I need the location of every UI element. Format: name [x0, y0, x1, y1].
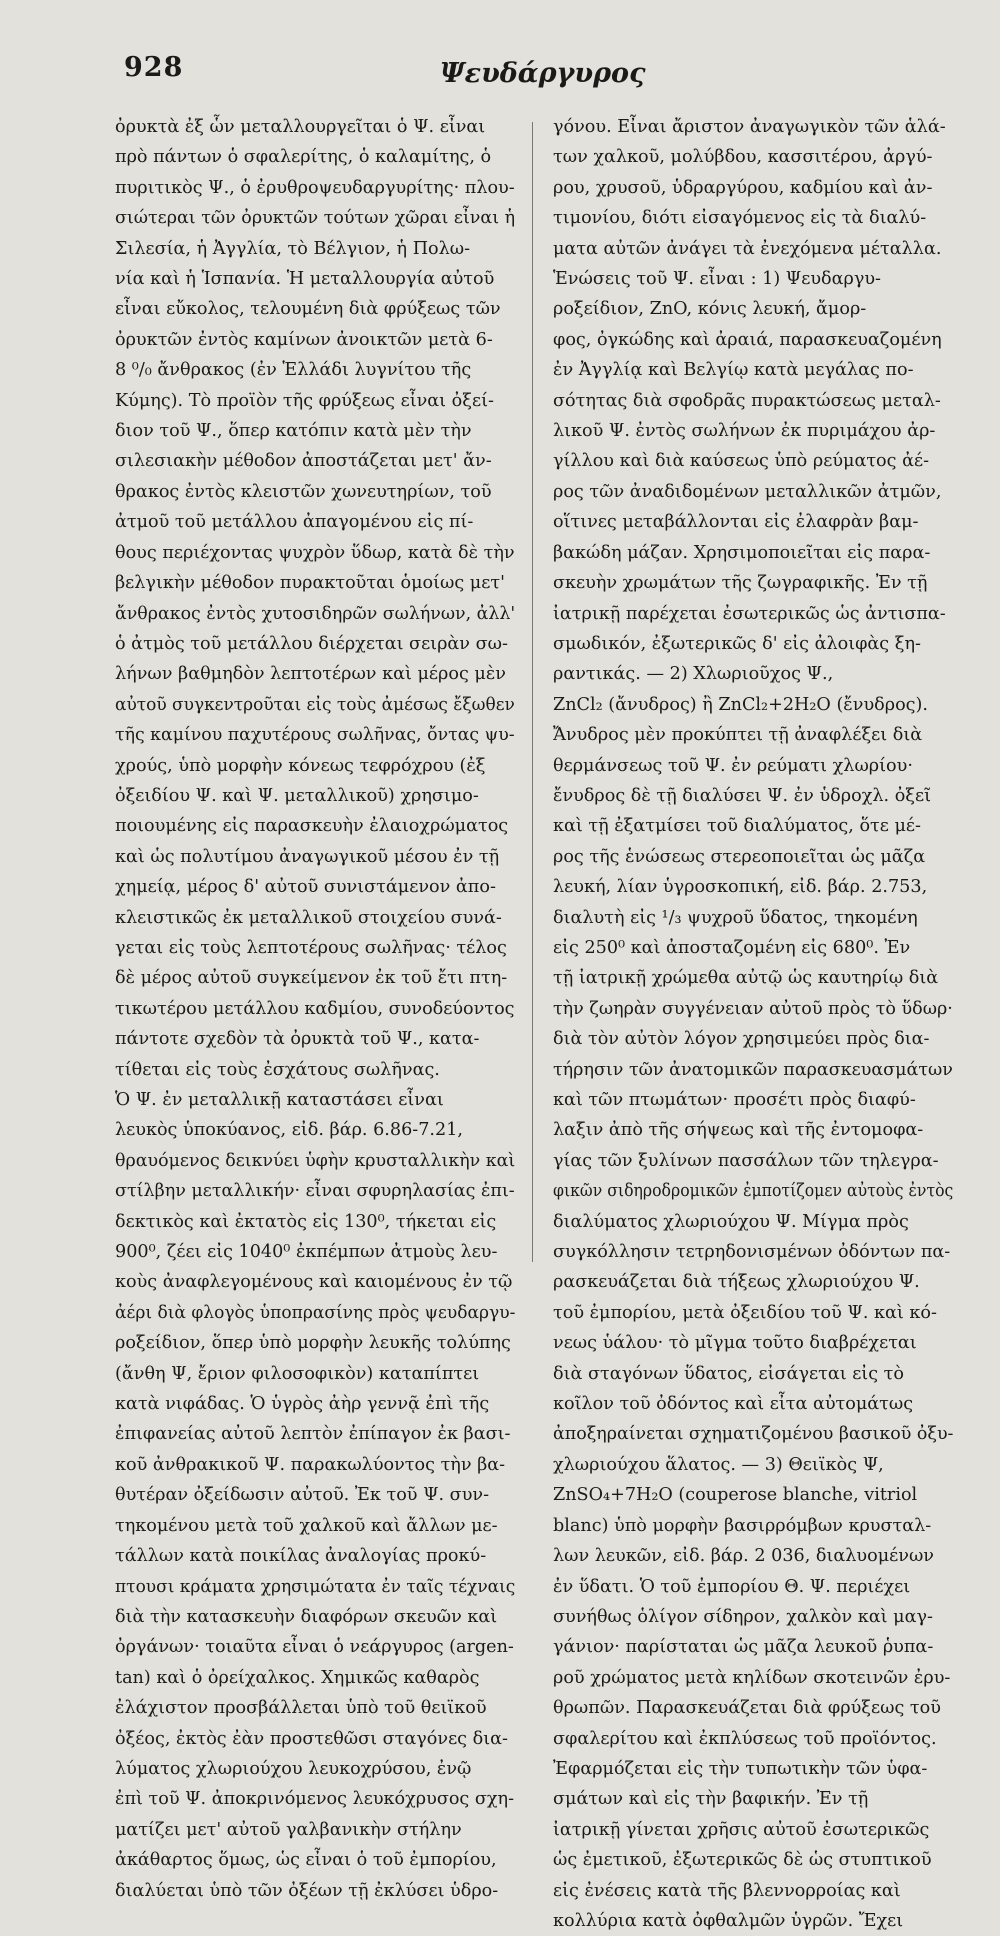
- text-line: γάνιον· παρίσταται ὡς μᾶζα λευκοῦ ῥυπα-: [553, 1637, 934, 1658]
- text-line: δὲ μέρος αὐτοῦ συγκείμενον ἐκ τοῦ ἔτι πτη-: [115, 968, 508, 989]
- text-line: σμωδικόν, ἐξωτερικῶς δ' εἰς ἀλοιφὰς ξη-: [553, 633, 921, 654]
- text-line: λευκὸς ὑποκύανος, εἰδ. βάρ. 6.86-7.21,: [115, 1120, 464, 1141]
- text-line: θραυόμενος δεικνύει ὑφὴν κρυσταλλικὴν καὶ: [115, 1150, 516, 1171]
- text-line: θους περιέχοντας ψυχρὸν ὕδωρ, κατὰ δὲ τὴν: [115, 542, 515, 563]
- text-line: σμάτων καὶ εἰς τὴν βαφικήν. Ἐν τῇ: [553, 1789, 869, 1810]
- text-line: βελγικὴν μέθοδον πυρακτοῦται ὁμοίως μετ': [115, 573, 505, 594]
- text-line: λων λευκῶν, εἰδ. βάρ. 2 036, διαλυομένων: [553, 1546, 934, 1567]
- text-line: ἄνθρακος ἐντὸς χυτοσιδηρῶν σωλήνων, ἀλλ': [115, 603, 516, 624]
- text-line: Κύμης). Τὸ προϊὸν τῆς φρύξεως εἶναι ὀξεί-: [115, 390, 494, 411]
- text-line: θερμάνσεως τοῦ Ψ. ἐν ρεύματι χλωρίου·: [553, 755, 913, 776]
- text-line: tan) καὶ ὁ ὀρείχαλκος. Χημικῶς καθαρὸς: [115, 1667, 480, 1688]
- text-line: ἔνυδρος δὲ τῇ διαλύσει Ψ. ἐν ὑδροχλ. ὀξεῖ: [553, 785, 931, 806]
- text-line: φικῶν σιδηροδρομικῶν ἐμποτίζομεν αὐτοὺς ἐντὸς: [553, 1181, 954, 1202]
- column-divider: [532, 122, 533, 1262]
- text-line: χλωριούχου ἅλατος. — 3) Θειϊκὸς Ψ,: [553, 1454, 884, 1475]
- text-line: ροῦ χρώματος μετὰ κηλίδων σκοτεινῶν ἐρυ-: [553, 1667, 951, 1688]
- text-line: τὴν ζωηρὰν συγγένειαν αὐτοῦ πρὸς τὸ ὕδωρ·: [553, 998, 953, 1019]
- text-line: διαλυτὴ εἰς ¹/₃ ψυχροῦ ὕδατος, τηκομένη: [553, 907, 918, 928]
- text-line: θρωπῶν. Παρασκευάζεται διὰ φρύξεως τοῦ: [553, 1698, 941, 1719]
- text-line: νία καὶ ἡ Ἱσπανία. Ἡ μεταλλουργία αὐτοῦ: [115, 269, 495, 290]
- text-line: Ἑνώσεις τοῦ Ψ. εἶναι : 1) Ψευδαργυ-: [553, 269, 882, 290]
- text-line: ἀκάθαρτος ὅμως, ὡς εἶναι ὁ τοῦ ἐμπορίου,: [115, 1850, 497, 1871]
- text-line: 8 ⁰/₀ ἄνθρακος (ἐν Ἑλλάδι λυγνίτου τῆς: [115, 360, 472, 381]
- text-line: κολλύρια κατὰ ὀφθαλμῶν ὑγρῶν. Ἔχει: [553, 1910, 904, 1931]
- text-line: τοῦ ἐμπορίου, μετὰ ὀξειδίου τοῦ Ψ. καὶ κό-: [553, 1302, 937, 1323]
- text-line: οἵτινες μεταβάλλονται εἰς ἐλαφρὰν βαμ-: [553, 512, 919, 533]
- text-line: (ἄνθη Ψ, ἔριον φιλοσοφικὸν) καταπίπτει: [115, 1363, 480, 1384]
- text-line: καὶ ὡς πολυτίμου ἀναγωγικοῦ μέσου ἐν τῇ: [115, 846, 500, 867]
- text-line: ZnCl₂ (ἄνυδρος) ἢ ZnCl₂+2H₂O (ἔνυδρος).: [553, 694, 928, 715]
- text-line: γίας τῶν ξυλίνων πασσάλων τῶν τηλεγρα-: [553, 1150, 939, 1171]
- text-line: εἰς 250⁰ καὶ ἀποσταζομένη εἰς 680⁰. Ἐν: [553, 937, 911, 958]
- text-line: Σιλεσία, ἡ Ἀγγλία, τὸ Βέλγιον, ἡ Πολω-: [115, 238, 471, 259]
- text-line: εἰς ἐνέσεις κατὰ τῆς βλεννορροίας καὶ: [553, 1880, 901, 1901]
- text-line: σκευὴν χρωμάτων τῆς ζωγραφικῆς. Ἐν τῇ: [553, 573, 928, 594]
- text-line: χρούς, ὑπὸ μορφὴν κόνεως τεφρόχρου (ἐξ: [115, 755, 486, 776]
- text-line: ματίζει μετ' αὐτοῦ γαλβανικὴν στήλην: [115, 1819, 462, 1840]
- running-head: Ψευδάργυρος: [440, 58, 646, 89]
- text-line: τίθεται εἰς τοὺς ἐσχάτους σωλῆνας.: [115, 1059, 440, 1080]
- text-line: ρου, χρυσοῦ, ὑδραργύρου, καδμίου καὶ ἀν-: [553, 177, 933, 198]
- text-line: τικωτέρου μετάλλου καδμίου, συνοδεύοντος: [115, 998, 515, 1019]
- text-line: τήρησιν τῶν ἀνατομικῶν παρασκευασμάτων: [553, 1059, 953, 1080]
- text-line: δεκτικὸς καὶ ἐκτατὸς εἰς 130⁰, τήκεται εἰς: [115, 1211, 497, 1232]
- text-line: κατὰ νιφάδας. Ὁ ὑγρὸς ἀὴρ γεννᾷ ἐπὶ τῆς: [115, 1394, 490, 1415]
- text-line: συνήθως ὁλίγον σίδηρον, χαλκὸν καὶ μαγ-: [553, 1606, 933, 1627]
- text-line: διὰ τὸν αὐτὸν λόγον χρησιμεύει πρὸς δια-: [553, 1029, 930, 1050]
- text-line: λύματος χλωριούχου λευκοχρύσου, ἐνῷ: [115, 1758, 472, 1779]
- text-line: λικοῦ Ψ. ἐντὸς σωλήνων ἐκ πυριμάχου ἀρ-: [553, 421, 936, 442]
- text-line: θρακος ἐντὸς κλειστῶν χωνευτηρίων, τοῦ: [115, 481, 492, 502]
- text-line: σιώτεραι τῶν ὀρυκτῶν τούτων χῶραι εἶναι ἡ: [115, 208, 516, 229]
- text-line: ρος τῆς ἑνώσεως στερεοποιεῖται ὡς μᾶζα: [553, 846, 926, 867]
- text-line: θυτέραν ὀξείδωσιν αὐτοῦ. Ἐκ τοῦ Ψ. συν-: [115, 1485, 490, 1506]
- text-line: τάλλων κατὰ ποικίλας ἀναλογίας προκύ-: [115, 1546, 487, 1567]
- text-line: διαλύεται ὑπὸ τῶν ὀξέων τῇ ἐκλύσει ὑδρο-: [115, 1880, 499, 1901]
- text-line: πάντοτε σχεδὸν τὰ ὀρυκτὰ τοῦ Ψ., κατα-: [115, 1029, 480, 1050]
- text-line: τηκομένου μετὰ τοῦ χαλκοῦ καὶ ἄλλων με-: [115, 1515, 498, 1536]
- text-line: διὰ τὴν κατασκευὴν διαφόρων σκευῶν καὶ: [115, 1606, 498, 1627]
- text-line: γόνου. Εἶναι ἄριστον ἀναγωγικὸν τῶν ἁλά-: [553, 117, 946, 137]
- text-line: χημείᾳ, μέρος δ' αὐτοῦ συνιστάμενον ἀπο-: [115, 877, 496, 898]
- text-line: καὶ τῶν πτωμάτων· προσέτι πρὸς διαφύ-: [553, 1090, 916, 1110]
- text-line: διαλύματος χλωριούχου Ψ. Μίγμα πρὸς: [553, 1211, 909, 1232]
- text-line: γεται εἰς τοὺς λεπτοτέρους σωλῆνας· τέλος: [115, 937, 507, 958]
- text-line: ροξείδιον, ZnO, κόνις λευκή, ἄμορ-: [553, 299, 867, 320]
- text-line: σφαλερίτου καὶ ἐκπλύσεως τοῦ προϊόντος.: [553, 1728, 937, 1749]
- text-line: τῆς καμίνου παχυτέρους σωλῆνας, ὄντας ψυ-: [115, 725, 515, 746]
- text-line: συγκόλλησιν τετρηδονισμένων ὀδόντων πα-: [553, 1242, 951, 1263]
- text-line: ματα αὐτῶν ἀνάγει τὰ ἐνεχόμενα μέταλλα.: [553, 238, 942, 259]
- text-line: φος, ὀγκώδης καὶ ἀραιά, παρασκευαζομένη: [553, 329, 942, 350]
- text-line: ἀέρι διὰ φλογὸς ὑποπρασίνης πρὸς ψευδαργυ-: [115, 1302, 516, 1323]
- left-column: [115, 112, 515, 1906]
- text-line: λαξιν ἀπὸ τῆς σήψεως καὶ τῆς ἐντομοφα-: [553, 1120, 924, 1141]
- text-line: blanc) ὑπὸ μορφὴν βασιρρόμβων κρυσταλ-: [553, 1515, 932, 1536]
- text-line: ἰατρικῇ γίνεται χρῆσις αὐτοῦ ἐσωτερικῶς: [553, 1819, 930, 1840]
- text-line: τῇ ἰατρικῇ χρώμεθα αὐτῷ ὡς καυτηρίῳ διὰ: [553, 968, 939, 989]
- text-line: καὶ τῇ ἐξατμίσει τοῦ διαλύματος, ὅτε μέ-: [553, 816, 921, 837]
- text-line: ὀξειδίου Ψ. καὶ Ψ. μεταλλικοῦ) χρησιμο-: [115, 785, 479, 806]
- text-line: ὀργάνων· τοιαῦτα εἶναι ὁ νεάργυρος (argen-: [115, 1637, 514, 1658]
- page-number: 928: [124, 52, 184, 83]
- text-line: ἀποξηραίνεται σχηματιζομένου βασικοῦ ὀξυ-: [553, 1424, 954, 1445]
- text-line: σότητας διὰ σφοδρᾶς πυρακτώσεως μεταλ-: [553, 390, 941, 411]
- text-line: ροξείδιον, ὅπερ ὑπὸ μορφὴν λευκῆς τολύπης: [115, 1333, 511, 1354]
- text-line: εἶναι εὔκολος, τελουμένη διὰ φρύξεως τῶν: [115, 299, 501, 320]
- text-line: Ὁ Ψ. ἐν μεταλλικῇ καταστάσει εἶναι: [115, 1090, 444, 1110]
- text-line: διὰ σταγόνων ὕδατος, εἰσάγεται εἰς τὸ: [553, 1363, 904, 1384]
- text-line: πρὸ πάντων ὁ σφαλερίτης, ὁ καλαμίτης, ὁ: [115, 147, 492, 168]
- text-line: ἐπὶ τοῦ Ψ. ἀποκρινόμενος λευκόχρυσος σχη-: [115, 1789, 515, 1810]
- text-line: τιμονίου, διότι εἰσαγόμενος εἰς τὰ διαλύ-: [553, 208, 927, 229]
- text-line: πυριτικὸς Ψ., ὁ ἐρυθροψευδαργυρίτης· πλου-: [115, 177, 515, 198]
- text-line: διον τοῦ Ψ., ὅπερ κατόπιν κατὰ μὲν τὴν: [115, 421, 472, 442]
- text-line: ὀρυκτῶν ἐντὸς καμίνων ἀνοικτῶν μετὰ 6-: [115, 329, 493, 350]
- text-line: κοὺς ἀναφλεγομένους καὶ καιομένους ἐν τῷ: [115, 1272, 513, 1293]
- right-column: [553, 112, 953, 1936]
- text-line: ZnSO₄+7H₂O (couperose blanche, vitriol: [553, 1485, 918, 1506]
- text-line: 900⁰, ζέει εἰς 1040⁰ ἐκπέμπων ἀτμοὺς λευ-: [115, 1242, 498, 1263]
- text-line: ὁ ἀτμὸς τοῦ μετάλλου διέρχεται σειρὰν σω-: [115, 633, 508, 654]
- text-line: ὀξέος, ἐκτὸς ἐὰν προστεθῶσι σταγόνες δια-: [115, 1728, 508, 1749]
- text-line: κοῦ ἀνθρακικοῦ Ψ. παρακωλύοντος τὴν βα-: [115, 1454, 506, 1475]
- text-line: των χαλκοῦ, μολύβδου, κασσιτέρου, ἀργύ-: [553, 147, 933, 168]
- text-line: ἰατρικῇ παρέχεται ἐσωτερικῶς ὡς ἀντισπα-: [553, 603, 946, 624]
- text-line: κοῖλον τοῦ ὀδόντος καὶ εἶτα αὐτομάτως: [553, 1394, 914, 1415]
- text-line: ἀτμοῦ τοῦ μετάλλου ἀπαγομένου εἰς πί-: [115, 512, 474, 533]
- text-line: σιλεσιακὴν μέθοδον ἀποστάζεται μετ' ἄν-: [115, 451, 492, 472]
- text-line: πτουσι κράματα χρησιμώτατα ἐν ταῖς τέχναις: [115, 1576, 516, 1597]
- text-line: ἐν Ἀγγλίᾳ καὶ Βελγίῳ κατὰ μεγάλας πο-: [553, 360, 914, 381]
- text-line: ἐλάχιστον προσβάλλεται ὑπὸ τοῦ θειϊκοῦ: [115, 1698, 487, 1719]
- text-line: στίλβην μεταλλικήν· εἶναι σφυρηλασίας ἐπι-: [115, 1181, 515, 1202]
- text-line: νεως ὑάλου· τὸ μῖγμα τοῦτο διαβρέχεται: [553, 1333, 917, 1354]
- text-line: ὀρυκτὰ ἐξ ὧν μεταλλουργεῖται ὁ Ψ. εἶναι: [115, 117, 486, 137]
- text-line: γίλλου καὶ διὰ καύσεως ὑπὸ ρεύματος ἀέ-: [553, 451, 930, 472]
- text-line: αὐτοῦ συγκεντροῦται εἰς τοὺς ἀμέσως ἔξωθεν: [115, 694, 515, 715]
- text-line: ρασκευάζεται διὰ τήξεως χλωριούχου Ψ.: [553, 1272, 920, 1293]
- text-line: Ἄνυδρος μὲν προκύπτει τῇ ἀναφλέξει διὰ: [553, 725, 923, 746]
- text-line: ρος τῶν ἀναδιδομένων μεταλλικῶν ἀτμῶν,: [553, 481, 942, 502]
- text-line: ποιουμένης εἰς παρασκευὴν ἐλαιοχρώματος: [115, 816, 509, 837]
- text-line: βακώδη μάζαν. Χρησιμοποιεῖται εἰς παρα-: [553, 542, 931, 563]
- text-line: λευκή, λίαν ὑγροσκοπική, εἰδ. βάρ. 2.753,: [553, 877, 928, 898]
- text-line: ραντικάς. — 2) Χλωριοῦχος Ψ.,: [553, 664, 834, 685]
- text-line: ἐν ὕδατι. Ὁ τοῦ ἐμπορίου Θ. Ψ. περιέχει: [553, 1576, 911, 1597]
- text-line: κλειστικῶς ἐκ μεταλλικοῦ στοιχείου συνά-: [115, 907, 502, 928]
- text-line: ὡς ἐμετικοῦ, ἐξωτερικῶς δὲ ὡς στυπτικοῦ: [553, 1850, 932, 1871]
- text-line: λήνων βαθμηδὸν λεπτοτέρων καὶ μέρος μὲν: [115, 664, 506, 685]
- text-line: Ἐφαρμόζεται εἰς τὴν τυπωτικὴν τῶν ὑφα-: [553, 1758, 928, 1779]
- text-line: ἐπιφανείας αὐτοῦ λεπτὸν ἐπίπαγον ἐκ βασι-: [115, 1424, 511, 1445]
